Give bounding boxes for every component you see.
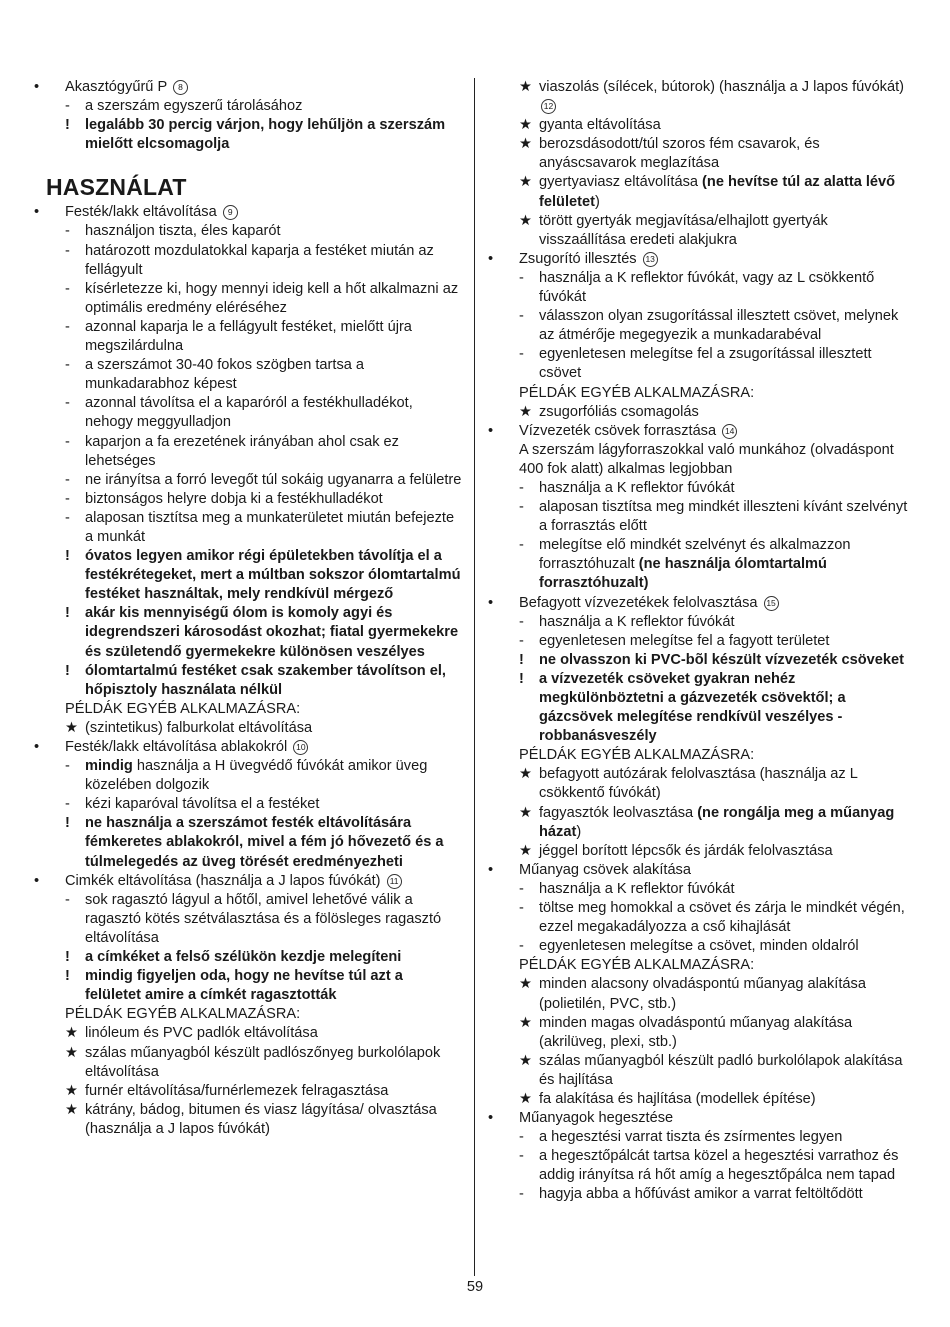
star-icon: ★ bbox=[519, 174, 533, 191]
text-run: használjon tiszta, éles kaparót bbox=[85, 223, 281, 240]
dash-icon: - bbox=[65, 395, 70, 412]
dash-icon: - bbox=[519, 346, 524, 363]
dash-icon: - bbox=[519, 479, 524, 496]
item-text bbox=[539, 1128, 913, 1147]
item-text bbox=[539, 212, 913, 250]
item-text bbox=[539, 498, 913, 536]
warning-item bbox=[34, 662, 462, 700]
dash-item bbox=[34, 433, 462, 471]
text-run: fagyasztók leolvasztása bbox=[539, 804, 698, 821]
bold-text: (ne használja ólomtartalmú forrasztóhuzalt) bbox=[539, 556, 827, 592]
dash-icon: - bbox=[65, 509, 70, 526]
section-heading: HASZNÁLAT bbox=[46, 174, 187, 201]
item-text bbox=[85, 1082, 462, 1101]
bullet-icon: • bbox=[488, 250, 494, 267]
text-run: ne irányítsa a forró levegőt túl sokáig ugyanarra a felületre bbox=[85, 471, 462, 488]
text-run: viaszolás (sílécek, bútorok) (használja a J lapos fúvókát) bbox=[539, 79, 905, 95]
text-run: a hegesztési varrat tiszta és zsírmentes legyen bbox=[539, 1129, 843, 1146]
dash-item bbox=[488, 345, 913, 383]
left-column bbox=[34, 78, 462, 1139]
text-run: használja a K reflektor fúvókát bbox=[539, 613, 735, 630]
text-run: határozott mozdulatokkal kaparja a festéket miután az fellágyult bbox=[85, 242, 434, 278]
warning-item bbox=[34, 814, 462, 871]
text-run: biztonságos helyre dobja ki a festékhulladékot bbox=[85, 490, 383, 507]
bullet-item bbox=[488, 594, 913, 613]
bullet-icon: • bbox=[34, 79, 40, 95]
warning-icon: ! bbox=[65, 605, 70, 622]
bold-text: mindig bbox=[85, 758, 133, 775]
text-run: egyenletesen melegítse fel a zsugorítással illesztett csövet bbox=[539, 346, 872, 382]
star-icon: ★ bbox=[519, 1014, 533, 1031]
text-run: használja a H üvegvédő fúvókát amikor üveg közelében dolgozik bbox=[85, 758, 428, 794]
text-run: gyanta eltávolítása bbox=[539, 117, 661, 134]
dash-item bbox=[34, 394, 462, 432]
warning-icon: ! bbox=[65, 949, 70, 966]
bullet-icon: • bbox=[488, 1110, 494, 1127]
example-item bbox=[488, 403, 913, 422]
dash-icon: - bbox=[65, 242, 70, 259]
dash-icon: - bbox=[519, 537, 524, 554]
dash-item bbox=[488, 479, 913, 498]
figure-reference: 9 bbox=[223, 205, 238, 220]
text-run: egyenletesen melegítse fel a fagyott területet bbox=[539, 632, 830, 649]
text-run: Vízvezeték csövek forrasztása bbox=[519, 422, 717, 439]
item-text bbox=[539, 1052, 913, 1090]
item-text bbox=[85, 97, 462, 116]
text-run: a hegesztőpálcát tartsa közel a hegesztési varrathoz és addig irányítsa rá hőt amíg a hegesztőpálca nem tapad bbox=[539, 1148, 899, 1184]
item-text bbox=[539, 880, 913, 899]
text-run: Műanyag csövek alakítása bbox=[519, 861, 691, 878]
text-run: egyenletesen melegítse a csövet, minden oldalról bbox=[539, 938, 859, 955]
dash-item bbox=[34, 242, 462, 280]
dash-item bbox=[34, 280, 462, 318]
text-run: sok ragasztó lágyul a hőtől, amivel lehetővé válik a ragasztó kötés szétválasztása és a fölösleges ragasztó eltávolítása bbox=[85, 891, 442, 946]
dash-item bbox=[34, 509, 462, 547]
warning-item bbox=[34, 604, 462, 661]
item-text bbox=[85, 604, 462, 661]
item-text bbox=[539, 613, 913, 632]
dash-icon: - bbox=[65, 357, 70, 374]
text-run: fa alakítása és hajlítása (modellek építése) bbox=[539, 1090, 816, 1107]
example-item bbox=[488, 975, 913, 1013]
item-text bbox=[65, 872, 462, 891]
dash-item bbox=[488, 899, 913, 937]
dash-item bbox=[34, 356, 462, 394]
figure-reference: 10 bbox=[293, 740, 308, 755]
text-run: zsugorfóliás csomagolás bbox=[539, 403, 699, 420]
text-run: kézi kaparóval távolítsa el a festéket bbox=[85, 796, 320, 813]
text-run: hagyja abba a hőfúvást amikor a varrat feltöltődött bbox=[539, 1186, 863, 1203]
dash-item bbox=[34, 471, 462, 490]
dash-icon: - bbox=[519, 880, 524, 897]
dash-item bbox=[488, 498, 913, 536]
item-text bbox=[539, 479, 913, 498]
star-icon: ★ bbox=[519, 804, 533, 821]
text-run: töltse meg homokkal a csövet és zárja le mindkét végén, ezzel megakadályozza a cső kihajlását bbox=[539, 900, 905, 936]
figure-reference: 8 bbox=[173, 80, 188, 95]
text-run: befagyott autózárak felolvasztása (használja az L csökkentő fúvókát) bbox=[539, 766, 858, 802]
item-text bbox=[539, 975, 913, 1013]
example-item bbox=[488, 804, 913, 842]
item-text bbox=[85, 280, 462, 318]
warning-icon: ! bbox=[65, 815, 70, 832]
item-text bbox=[85, 433, 462, 471]
star-icon: ★ bbox=[519, 79, 533, 95]
item-text bbox=[519, 422, 913, 441]
warning-icon: ! bbox=[519, 670, 524, 687]
item-text bbox=[85, 471, 462, 490]
bullet-icon: • bbox=[488, 422, 494, 439]
item-text bbox=[65, 203, 462, 222]
bullet-item bbox=[34, 738, 462, 757]
item-text bbox=[85, 891, 462, 948]
paragraph bbox=[34, 700, 462, 719]
item-text bbox=[519, 956, 913, 975]
item-text bbox=[539, 78, 913, 116]
dash-item bbox=[34, 222, 462, 241]
star-icon: ★ bbox=[65, 1025, 79, 1042]
star-icon: ★ bbox=[519, 1052, 533, 1069]
text-run: ne olvasszon ki PVC-bõl készült vízvezeték csöveket bbox=[539, 651, 904, 668]
item-text bbox=[539, 670, 913, 746]
dash-icon: - bbox=[65, 433, 70, 450]
item-text bbox=[539, 345, 913, 383]
warning-icon: ! bbox=[65, 968, 70, 985]
text-run: a szerszámot 30-40 fokos szögben tartsa a munkadarabhoz képest bbox=[85, 357, 365, 393]
dash-item bbox=[488, 937, 913, 956]
text-run: Műanyagok hegesztése bbox=[519, 1110, 674, 1127]
text-run: Akasztógyűrű P bbox=[65, 79, 167, 95]
bullet-icon: • bbox=[34, 204, 40, 221]
dash-icon: - bbox=[519, 1148, 524, 1165]
warning-item bbox=[34, 948, 462, 967]
dash-icon: - bbox=[519, 900, 524, 917]
text-run: azonnal kaparja le a fellágyult festéket, mielőtt újra megszilárdulna bbox=[85, 318, 412, 355]
text-run: Befagyott vízvezetékek felolvasztása bbox=[519, 594, 758, 611]
star-icon: ★ bbox=[519, 403, 533, 420]
item-text bbox=[539, 1185, 913, 1204]
item-text bbox=[85, 356, 462, 394]
figure-reference: 12 bbox=[541, 99, 556, 114]
text-run: melegítse elő mindkét szelvényt és alkalmazzon forrasztóhuzalt bbox=[539, 537, 851, 573]
item-text bbox=[85, 719, 462, 738]
example-item bbox=[488, 842, 913, 861]
dash-icon: - bbox=[519, 499, 524, 516]
text-run: azonnal távolítsa el a kaparóról a festékhulladékot, nehogy meggyulladjon bbox=[85, 395, 413, 431]
example-item bbox=[488, 173, 913, 211]
paragraph bbox=[488, 384, 913, 403]
text-run: válasszon olyan zsugorítással illesztett csövet, melynek az átmérője megegyezik a munkadarabéval bbox=[539, 308, 899, 344]
warning-item bbox=[34, 967, 462, 1005]
item-text bbox=[519, 594, 913, 613]
example-item bbox=[34, 1082, 462, 1101]
item-text bbox=[85, 662, 462, 700]
text-run: kaparjon a fa erezetének irányában ahol csak ez lehetséges bbox=[85, 433, 399, 469]
item-text bbox=[539, 307, 913, 345]
item-text bbox=[85, 490, 462, 509]
dash-item bbox=[34, 891, 462, 948]
dash-icon: - bbox=[65, 891, 70, 908]
warning-item bbox=[34, 116, 462, 154]
item-text bbox=[539, 135, 913, 173]
example-item bbox=[34, 1024, 462, 1043]
text-run: gyertyaviasz eltávolítása bbox=[539, 174, 703, 191]
dash-item bbox=[488, 269, 913, 307]
warning-icon: ! bbox=[65, 548, 70, 565]
right-column bbox=[488, 78, 913, 1205]
figure-reference: 14 bbox=[722, 424, 737, 439]
text-run: Festék/lakk eltávolítása ablakokról bbox=[65, 739, 288, 755]
text-run: berozsdásodott/túl szoros fém csavarok, és anyáscsavarok meglazítása bbox=[539, 136, 820, 172]
item-text bbox=[65, 738, 462, 757]
dash-item bbox=[34, 795, 462, 814]
warning-icon: ! bbox=[65, 662, 70, 679]
text-run: PÉLDÁK EGYÉB ALKALMAZÁSRA: bbox=[65, 1006, 301, 1023]
star-icon: ★ bbox=[519, 766, 533, 783]
example-item bbox=[488, 1014, 913, 1052]
dash-item bbox=[488, 1185, 913, 1204]
bullet-item bbox=[488, 861, 913, 880]
text-run: PÉLDÁK EGYÉB ALKALMAZÁSRA: bbox=[65, 700, 301, 717]
text-run: kátrány, bádog, bitumen és viasz lágyítása/ olvasztása (használja a J lapos fúvókát) bbox=[85, 1101, 437, 1137]
item-text bbox=[85, 1024, 462, 1043]
dash-item bbox=[488, 307, 913, 345]
bullet-item bbox=[34, 203, 462, 222]
bullet-item bbox=[488, 422, 913, 441]
item-text bbox=[519, 861, 913, 880]
bullet-icon: • bbox=[34, 739, 40, 755]
paragraph bbox=[488, 441, 913, 479]
text-run: a szerszám egyszerű tárolásához bbox=[85, 98, 303, 115]
star-icon: ★ bbox=[519, 136, 533, 153]
dash-item bbox=[488, 1147, 913, 1185]
bullet-item bbox=[34, 872, 462, 891]
text-run: a vízvezeték csöveket gyakran nehéz megkülönböztetni a gázvezeték csövektől; a gázcsövek melegítése rendkívül veszélyes - robbanásveszély bbox=[539, 670, 846, 745]
warning-item bbox=[34, 547, 462, 604]
text-run: óvatos legyen amikor régi épületekben távolítja el a festékrétegeket, mert a múltban sokszor ólomtartalmú festéket használtak, mely rendkívül mérgező bbox=[85, 548, 461, 603]
example-item bbox=[488, 1052, 913, 1090]
warning-icon: ! bbox=[65, 117, 70, 134]
item-text bbox=[85, 547, 462, 604]
dash-icon: - bbox=[65, 280, 70, 297]
star-icon: ★ bbox=[519, 117, 533, 134]
bullet-item bbox=[34, 78, 462, 97]
paragraph bbox=[34, 1005, 462, 1024]
text-run: akár kis mennyiségű ólom is komoly agyi és idegrendszeri károsodást okozhat; fiatal gyermekekre és születendő gyermekekre különösen veszélyes bbox=[85, 605, 459, 660]
item-text bbox=[539, 842, 913, 861]
text-run: kísérletezze ki, hogy mennyi ideig kell a hőt alkalmazni az optimális eredmény eléréséhez bbox=[85, 280, 459, 316]
text-run: használja a K reflektor fúvókát bbox=[539, 880, 735, 897]
star-icon: ★ bbox=[65, 1044, 79, 1061]
example-item bbox=[34, 719, 462, 738]
text-run: A szerszám lágyforraszokkal való munkához (olvadáspont 400 fok alatt) alkalmas legjobban bbox=[519, 441, 894, 477]
example-item bbox=[488, 135, 913, 173]
item-text bbox=[539, 269, 913, 307]
item-text bbox=[539, 1014, 913, 1052]
text-run: ) bbox=[594, 193, 600, 210]
text-run: ne használja a szerszámot festék eltávolítására fémkeretes ablakokról, mivel a fém jó hővezető és a túlmelegedés az üveg törését eredményezheti bbox=[85, 815, 444, 870]
item-text bbox=[85, 116, 462, 154]
bullet-item bbox=[488, 1109, 913, 1128]
text-run: PÉLDÁK EGYÉB ALKALMAZÁSRA: bbox=[519, 747, 755, 764]
bullet-icon: • bbox=[488, 861, 494, 878]
dash-icon: - bbox=[519, 1186, 524, 1203]
dash-icon: - bbox=[519, 269, 524, 286]
dash-item bbox=[488, 1128, 913, 1147]
dash-item bbox=[34, 97, 462, 116]
text-run: Cimkék eltávolítása (használja a J lapos fúvókát) bbox=[65, 872, 381, 889]
dash-item bbox=[34, 757, 462, 795]
item-text bbox=[519, 441, 913, 479]
dash-icon: - bbox=[519, 613, 524, 630]
warning-item bbox=[488, 670, 913, 746]
text-run: Festék/lakk eltávolítása bbox=[65, 204, 217, 221]
item-text bbox=[85, 242, 462, 280]
text-run: ólomtartalmú festéket csak szakember távolítson el, hőpisztoly használata nélkül bbox=[85, 662, 446, 698]
text-run: szálas műanyagból készült padlószőnyeg burkolólapok eltávolítása bbox=[85, 1044, 441, 1080]
example-item bbox=[488, 116, 913, 135]
example-item bbox=[488, 78, 913, 116]
item-text bbox=[539, 651, 913, 670]
item-text bbox=[519, 250, 913, 269]
figure-reference: 15 bbox=[764, 596, 779, 611]
paragraph bbox=[488, 956, 913, 975]
bold-text: (ne hevítse túl az alatta lévő felületet bbox=[539, 174, 896, 210]
star-icon: ★ bbox=[519, 842, 533, 859]
figure-reference: 13 bbox=[643, 252, 658, 267]
text-run: alaposan tisztítsa meg a munkaterületet miután befejezte a munkát bbox=[85, 509, 455, 545]
text-run: linóleum és PVC padlók eltávolítása bbox=[85, 1025, 318, 1042]
dash-item bbox=[34, 490, 462, 509]
text-run: ) bbox=[576, 823, 582, 840]
text-run: minden magas olvadáspontú műanyag alakítása (akrilüveg, plexi, stb.) bbox=[539, 1014, 853, 1050]
dash-icon: - bbox=[519, 308, 524, 325]
bullet-item bbox=[488, 250, 913, 269]
text-run: furnér eltávolítása/furnérlemezek felragasztása bbox=[85, 1082, 389, 1099]
item-text bbox=[539, 403, 913, 422]
item-text bbox=[539, 1147, 913, 1185]
paragraph bbox=[488, 746, 913, 765]
text-run: használja a K reflektor fúvókát, vagy az L csökkentő fúvókát bbox=[539, 269, 875, 306]
item-text bbox=[539, 116, 913, 135]
item-text bbox=[85, 222, 462, 241]
example-item bbox=[488, 765, 913, 803]
item-text bbox=[85, 1044, 462, 1082]
example-item bbox=[34, 1044, 462, 1082]
item-text bbox=[539, 536, 913, 593]
dash-icon: - bbox=[519, 1129, 524, 1146]
warning-icon: ! bbox=[519, 651, 524, 668]
text-run: PÉLDÁK EGYÉB ALKALMAZÁSRA: bbox=[519, 384, 755, 401]
star-icon: ★ bbox=[519, 1090, 533, 1107]
figure-reference: 11 bbox=[387, 874, 402, 889]
star-icon: ★ bbox=[65, 1101, 79, 1118]
item-text bbox=[539, 804, 913, 842]
item-text bbox=[65, 700, 462, 719]
page-number: 59 bbox=[466, 1279, 484, 1295]
dash-icon: - bbox=[65, 796, 70, 813]
item-text bbox=[65, 78, 462, 97]
example-item bbox=[34, 1101, 462, 1139]
example-item bbox=[488, 212, 913, 250]
item-text bbox=[85, 318, 462, 356]
dash-icon: - bbox=[65, 318, 70, 335]
star-icon: ★ bbox=[519, 212, 533, 229]
bullet-icon: • bbox=[34, 872, 40, 889]
text-run: törött gyertyák megjavítása/elhajlott gyertyák visszaállítása eredeti alakjukra bbox=[539, 212, 828, 248]
dash-icon: - bbox=[65, 98, 70, 115]
text-run: jéggel borított lépcsők és járdák felolvasztása bbox=[539, 842, 833, 859]
text-run: szálas műanyagból készült padló burkolólapok alakítása és hajlítása bbox=[539, 1052, 903, 1088]
dash-item bbox=[488, 536, 913, 593]
item-text bbox=[539, 765, 913, 803]
item-text bbox=[85, 814, 462, 871]
bullet-icon: • bbox=[488, 594, 494, 611]
star-icon: ★ bbox=[65, 719, 79, 736]
item-text bbox=[85, 967, 462, 1005]
dash-item bbox=[34, 318, 462, 356]
text-run: (szintetikus) falburkolat eltávolítása bbox=[85, 719, 313, 736]
item-text bbox=[539, 173, 913, 211]
item-text bbox=[519, 746, 913, 765]
text-run: Zsugorító illesztés bbox=[519, 250, 637, 267]
item-text bbox=[65, 1005, 462, 1024]
item-text bbox=[539, 899, 913, 937]
star-icon: ★ bbox=[519, 976, 533, 993]
item-text bbox=[539, 1090, 913, 1109]
column-divider bbox=[474, 78, 475, 1276]
item-text bbox=[85, 757, 462, 795]
dash-icon: - bbox=[65, 223, 70, 240]
text-run: alaposan tisztítsa meg mindkét illeszteni kívánt szelvényt a forrasztás előtt bbox=[539, 499, 908, 535]
dash-item bbox=[488, 613, 913, 632]
item-text bbox=[85, 509, 462, 547]
text-run: PÉLDÁK EGYÉB ALKALMAZÁSRA: bbox=[519, 957, 755, 974]
item-text bbox=[85, 394, 462, 432]
example-item bbox=[488, 1090, 913, 1109]
text-run: a címkéket a felső szélükön kezdje melegíteni bbox=[85, 949, 402, 966]
item-text bbox=[85, 948, 462, 967]
text-run: legalább 30 percig várjon, hogy lehűljön a szerszám mielőtt elcsomagolja bbox=[85, 117, 446, 153]
dash-icon: - bbox=[65, 471, 70, 488]
text-run: mindig figyeljen oda, hogy ne hevítse túl azt a felületet amire a címkét ragasztották bbox=[85, 968, 403, 1004]
dash-item bbox=[488, 880, 913, 899]
item-text bbox=[519, 384, 913, 403]
item-text bbox=[539, 632, 913, 651]
item-text bbox=[539, 937, 913, 956]
star-icon: ★ bbox=[65, 1082, 79, 1099]
bold-text: (ne rongálja meg a műanyag házat bbox=[539, 804, 895, 840]
dash-icon: - bbox=[65, 490, 70, 507]
dash-icon: - bbox=[65, 758, 70, 775]
text-run: minden alacsony olvadáspontú műanyag alakítása (polietilén, PVC, stb.) bbox=[539, 976, 866, 1012]
item-text bbox=[519, 1109, 913, 1128]
text-run: használja a K reflektor fúvókát bbox=[539, 479, 735, 496]
dash-item bbox=[488, 632, 913, 651]
item-text bbox=[85, 795, 462, 814]
dash-icon: - bbox=[519, 632, 524, 649]
warning-item bbox=[488, 651, 913, 670]
item-text bbox=[85, 1101, 462, 1139]
dash-icon: - bbox=[519, 938, 524, 955]
